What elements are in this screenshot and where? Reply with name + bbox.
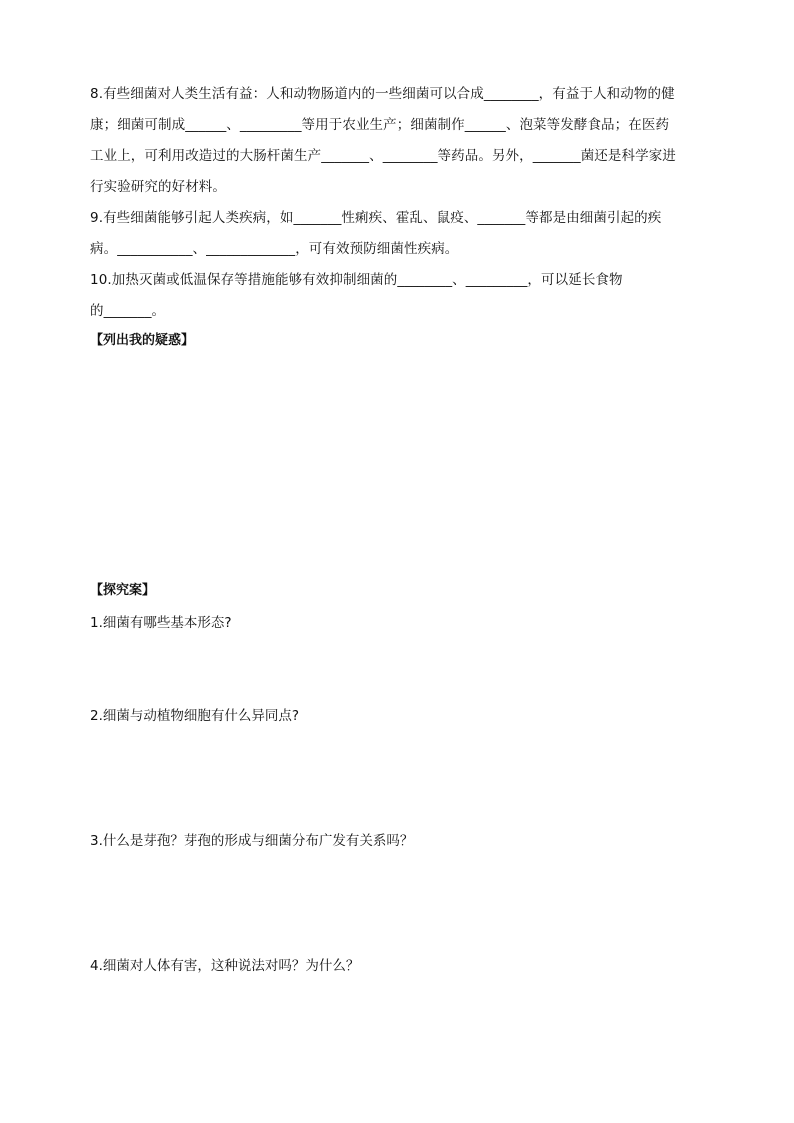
explore-question-1: 1.细菌有哪些基本形态? bbox=[90, 615, 232, 631]
explore-question-3: 3.什么是芽孢？芽孢的形成与细菌分布广发有关系吗？ bbox=[90, 833, 414, 849]
q9-line-1: 9.有些细菌能够引起人类疾病，如_______性痢疾、霍乱、鼠疫、_______等都是由细菌引起的疾 bbox=[90, 210, 662, 226]
q8-line-4: 行实验研究的好材料。 bbox=[90, 179, 226, 195]
q10-line-1: 10.加热灭菌或低温保存等措施能够有效抑制细菌的________、_________，可以延长食物 bbox=[90, 272, 623, 288]
explore-question-2: 2.细菌与动植物细胞有什么异同点? bbox=[90, 708, 300, 724]
explore-question-4: 4.细菌对人体有害，这种说法对吗？为什么？ bbox=[90, 958, 360, 974]
q8-line-3: 工业上，可利用改造过的大肠杆菌生产_______、________等药品。另外，_______菌还是科学家进 bbox=[90, 148, 676, 164]
q9-line-2: 病。___________、_____________，可有效预防细菌性疾病。 bbox=[90, 241, 459, 257]
q10-line-2: 的_______。 bbox=[90, 303, 166, 319]
q8-line-1: 8.有些细菌对人类生活有益：人和动物肠道内的一些细菌可以合成________，有益于人和动物的健 bbox=[90, 86, 675, 102]
explore-heading: 【探究案】 bbox=[90, 583, 156, 598]
doubts-heading: 【列出我的疑惑】 bbox=[90, 333, 195, 348]
q8-line-2: 康；细菌可制成______、_________等用于农业生产；细菌制作______、泡菜等发酵食品；在医药 bbox=[90, 117, 670, 133]
